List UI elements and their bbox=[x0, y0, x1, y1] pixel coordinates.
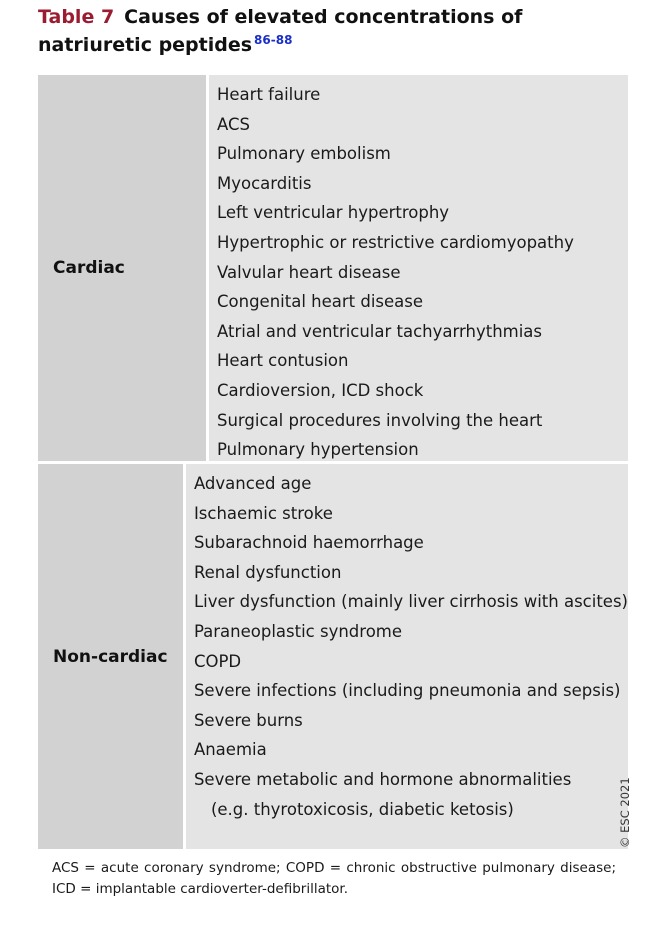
table-row-cardiac bbox=[38, 75, 628, 461]
list-item: Atrial and ventricular tachyarrhythmias bbox=[217, 321, 543, 341]
list-item: Hypertrophic or restrictive cardiomyopathy bbox=[217, 232, 574, 252]
non-cardiac-causes-list bbox=[186, 464, 628, 849]
causes-table bbox=[38, 75, 628, 849]
list-item: Anaemia bbox=[193, 740, 267, 760]
list-item: Ischaemic stroke bbox=[193, 503, 333, 523]
list-item: Cardioversion, ICD shock bbox=[217, 380, 424, 400]
list-item: ACS bbox=[217, 114, 250, 134]
list-item-continuation: (e.g. thyrotoxicosis, diabetic ketosis) bbox=[210, 799, 514, 819]
list-item: Valvular heart disease bbox=[217, 262, 401, 282]
list-item: Liver dysfunction (mainly liver cirrhosis with ascites) bbox=[193, 592, 628, 612]
list-item: Pulmonary hypertension bbox=[217, 440, 419, 460]
table-number: Table 7 bbox=[38, 6, 115, 28]
list-item: Renal dysfunction bbox=[193, 562, 342, 582]
list-item: Heart failure bbox=[217, 85, 321, 104]
list-item: Pulmonary embolism bbox=[217, 144, 391, 164]
category-non-cardiac: Non-cardiac bbox=[38, 464, 183, 849]
list-item: Severe burns bbox=[193, 710, 303, 730]
list-item: COPD bbox=[193, 651, 242, 671]
list-item: Surgical procedures involving the heart bbox=[217, 410, 543, 430]
list-item: Myocarditis bbox=[217, 173, 312, 193]
category-cardiac: Cardiac bbox=[38, 75, 206, 461]
list-item: Congenital heart disease bbox=[217, 292, 424, 312]
list-item: Advanced age bbox=[193, 474, 312, 493]
table-title bbox=[38, 6, 638, 57]
list-item: Subarachnoid haemorrhage bbox=[193, 533, 424, 553]
table-footnote: ACS = acute coronary syndrome; COPD = chronic obstructive pulmonary disease; ICD = implantable cardioverter-defibrillator. bbox=[52, 860, 616, 897]
list-item: Heart contusion bbox=[217, 351, 349, 371]
list-item: Paraneoplastic syndrome bbox=[193, 621, 403, 641]
list-item: Left ventricular hypertrophy bbox=[217, 203, 450, 223]
reference-superscript: 86-88 bbox=[254, 33, 293, 47]
cardiac-causes-list bbox=[209, 75, 628, 461]
copyright-label: © ESC 2021 bbox=[618, 777, 632, 848]
list-item: Severe infections (including pneumonia and sepsis) bbox=[193, 681, 621, 701]
table-title-text: Causes of elevated concentrations of natriuretic peptides bbox=[38, 6, 523, 56]
table-row-non-cardiac bbox=[38, 464, 628, 849]
list-item: Severe metabolic and hormone abnormalities bbox=[193, 769, 572, 789]
